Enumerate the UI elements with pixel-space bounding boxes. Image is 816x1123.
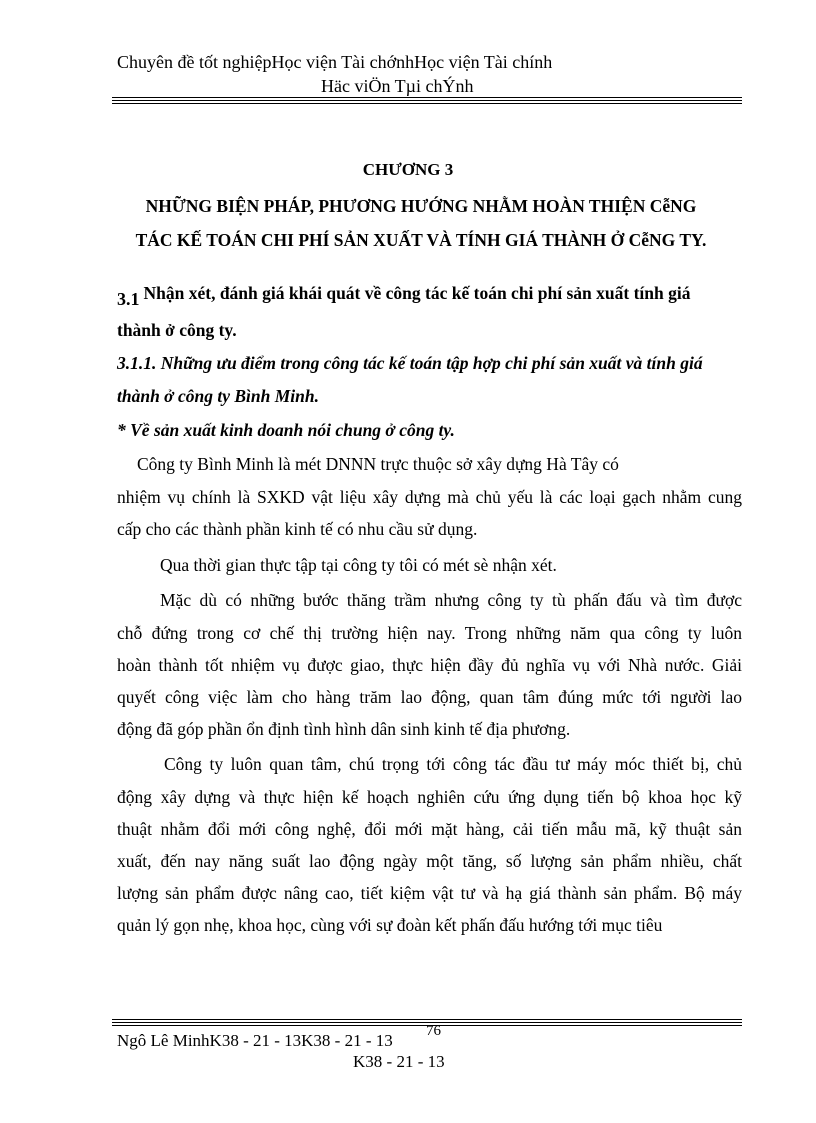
footer-rule (112, 1019, 742, 1020)
section-3-1-heading (117, 283, 691, 309)
section-number: 3.1 (117, 289, 140, 309)
paragraph-line: cấp cho các thành phần kinh tế có nhu cầu sử dụng. (117, 519, 478, 539)
paragraph-line: hoàn thành tốt nhiệm vụ được giao, thực hiện đầy đủ nghĩa vụ với Nhà nước. Giải (117, 655, 742, 675)
header-line-1: Chuyên đề tốt nghiệpHọc viện Tài chớnhHọc viện Tài chính (117, 52, 553, 72)
paragraph-line: Qua thời gian thực tập tại công ty tôi có mét sè nhận xét. (160, 555, 557, 575)
header-rule (112, 100, 742, 101)
paragraph-line: chỗ đứng trong cơ chế thị trường hiện nay. Trong những năm qua công ty luôn (117, 623, 742, 643)
paragraph-line: Mặc dù có những bước thăng trầm nhưng công ty tù phấn đấu và tìm được (160, 590, 742, 610)
header-rule (112, 103, 742, 104)
paragraph-line: động đã góp phần ổn định tình hình dân sinh kinh tế địa phương. (117, 719, 571, 739)
section-3-1-heading-line-2: thành ở công ty. (117, 320, 237, 340)
chapter-subtitle-line-1: NHỮNG BIỆN PHÁP, PHƯƠNG HƯỚNG NHẰM HOÀN THIỆN CễNG (145, 196, 697, 216)
paragraph-line: thuật nhằm đổi mới công nghệ, đổi mới mặt hàng, cải tiến mẫu mã, kỹ thuật sản (117, 819, 742, 839)
header-line-2: Häc viÖn Tµi chÝnh (321, 76, 474, 96)
section-3-1-1-heading: 3.1.1. Những ưu điểm trong công tác kế toán tập hợp chi phí sản xuất và tính giá (117, 353, 703, 373)
section-3-1-1-heading-line-2: thành ở công ty Bình Minh. (117, 386, 319, 406)
paragraph-line: quyết công việc làm cho hàng trăm lao động, quan tâm đúng mức tới người lao (117, 687, 742, 707)
chapter-subtitle-line-2: TÁC KẾ TOÁN CHI PHÍ SẢN XUẤT VÀ TÍNH GIÁ THÀNH Ở CễNG TY. (135, 230, 707, 250)
paragraph-line: nhiệm vụ chính là SXKD vật liệu xây dựng mà chủ yếu là các loại gạch nhằm cung (117, 487, 742, 507)
header-rule (112, 97, 742, 98)
paragraph-line: quản lý gọn nhẹ, khoa học, cùng với sự đoàn kết phấn đấu hướng tới mục tiêu (117, 915, 663, 935)
paragraph-line: động xây dựng và thực hiện kế hoạch nghiên cứu ứng dụng tiến bộ khoa học kỹ (117, 787, 742, 807)
paragraph-line: Công ty luôn quan tâm, chú trọng tới công tác đầu tư máy móc thiết bị, chủ (164, 754, 742, 774)
footer-line-2: K38 - 21 - 13 (353, 1052, 445, 1071)
paragraph-line: Công ty Bình Minh là mét DNNN trực thuộc sở xây dựng Hà Tây có (137, 454, 619, 474)
section-title-line-1: Nhận xét, đánh giá khái quát về công tác kế toán chi phí sản xuất tính giá (143, 283, 691, 303)
page-number: 76 (426, 1023, 441, 1039)
paragraph-line: xuất, đến nay năng suất lao động ngày một tăng, số lượng sản phẩm nhiều, chất (117, 851, 742, 871)
paragraph-line: lượng sản phẩm được nâng cao, tiết kiệm vật tư và hạ giá thành sản phẩm. Bộ máy (117, 883, 742, 903)
chapter-title: CHƯƠNG 3 (362, 160, 454, 179)
subheading: * Về sản xuất kinh doanh nói chung ở công ty. (117, 420, 455, 440)
footer-line-1: Ngô Lê MinhK38 - 21 - 13K38 - 21 - 13 (117, 1031, 393, 1050)
